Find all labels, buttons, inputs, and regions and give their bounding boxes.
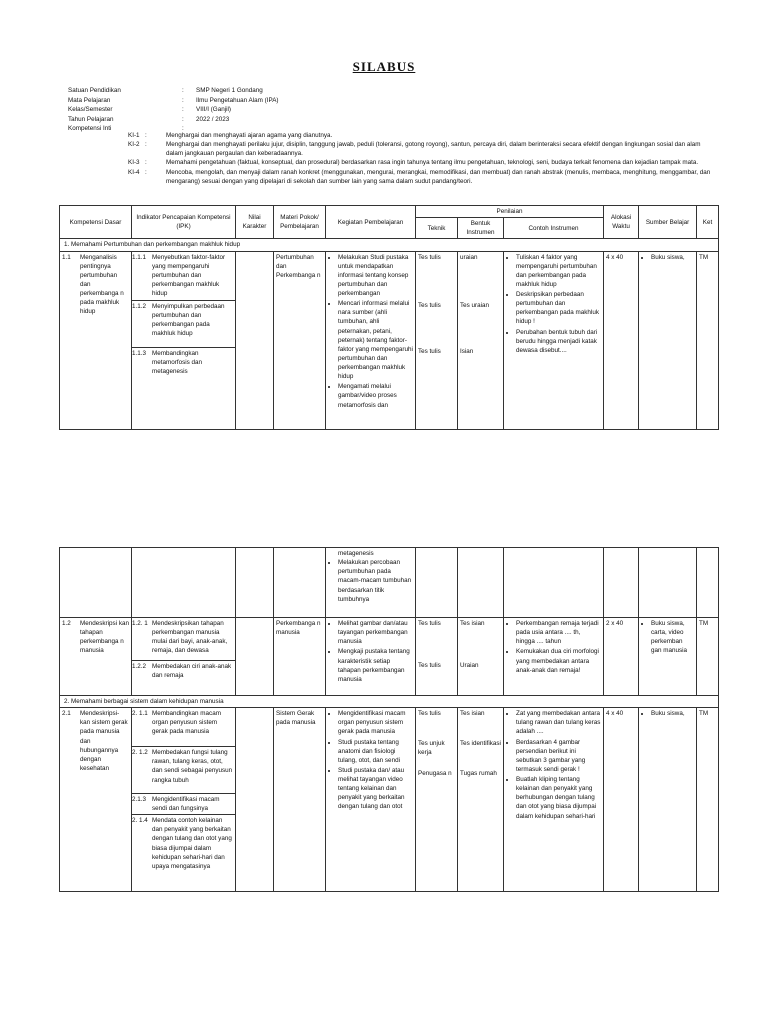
ki-text: Menghargai dan menghayati ajaran agama yang dianutnya.	[166, 132, 333, 139]
ipk-text: Menyebutkan faktor-faktor yang mempengaruhi pertumbuhan dan perkembangan makhluk hidup	[152, 253, 226, 297]
nilai-cell	[236, 251, 274, 429]
ipk-cell	[132, 708, 236, 892]
ipk-cell	[132, 618, 236, 696]
ipk-item	[132, 661, 235, 681]
ipk-number: 1.1.2	[132, 302, 147, 310]
list-item: • Melakukan percobaan pertumbuhan pada macam-macam tumbuhan berdasarkan titik tumbuhnya	[338, 558, 413, 604]
ipk-text: Membedakan fungsi tulang rawan, tulang keras, otot, dan sendi sebagai penyusun rangka tubuh	[152, 749, 233, 784]
ipk-item	[132, 747, 235, 794]
ki-code: KI-3	[128, 159, 140, 167]
info-value: 2022 / 2023	[196, 115, 230, 123]
nilai-cell	[236, 618, 274, 696]
bentuk-value: uraian	[460, 253, 478, 261]
header-ipk: Indikator Pencapaian Kompetensi (IPK)	[132, 206, 236, 239]
ki-code: KI-4	[128, 168, 140, 176]
teknik-value: Tes tulis	[418, 347, 441, 355]
teknik-value: Tes tulis	[418, 662, 441, 669]
bentuk-cell	[458, 708, 504, 892]
info-label: Kelas/Semester	[68, 106, 113, 113]
list-item: • Studi pustaka tentang anatomi dan fisiologi tulang, otot, dan sendi	[338, 738, 413, 765]
info-value: VIII/I (Ganjil)	[196, 106, 231, 113]
list-item: • Zat yang membedakan antara tulang rawan dan tulang keras adalah ....	[516, 709, 601, 736]
ipk-text: Membedakan ciri anak-anak dan remaja	[152, 663, 232, 680]
ki-text: Memahami pengetahuan (faktual, konseptual, dan prosedural) berdasarkan rasa ingin tahunya tentang ilmu pengetahuan, teknologi, seni, budaya terkait fenomena dan kejadian tampak mata.	[166, 159, 699, 167]
ki-code: KI-1	[128, 132, 140, 139]
section-heading: 1. Memahami Pertumbuhan dan perkembangan makhluk hidup	[60, 239, 719, 251]
ipk-cell	[132, 251, 236, 429]
kompetensi-inti-list	[128, 131, 718, 186]
ki-colon: :	[145, 168, 147, 176]
empty-cell	[60, 548, 132, 618]
info-label: Mata Pelajaran	[68, 96, 111, 104]
ipk-number: 2. 1.1	[132, 710, 148, 718]
ipk-number: 2. 1.4	[132, 817, 148, 825]
header-nilai: Nilai Karakter	[236, 206, 274, 239]
info-colon: :	[182, 106, 184, 113]
empty-cell	[458, 548, 504, 618]
ipk-item	[132, 301, 235, 348]
materi-cell: Sistem Gerak pada manusia	[274, 708, 326, 892]
header-bentuk: Bentuk Instrumen	[458, 218, 504, 239]
list-item: • Buatlah kliping tentang kelainan dan penyakit yang berhubungan dengan tulang dan otot yang biasa dijumpai dalam kehidupan sehari-hari	[516, 775, 601, 821]
info-value: SMP Negeri 1 Gondang	[196, 87, 263, 94]
nilai-cell	[236, 708, 274, 892]
identity-block	[68, 86, 718, 134]
ipk-number: 1.1.1	[132, 253, 147, 261]
empty-cell	[416, 548, 458, 618]
kegiatan-cell	[326, 618, 416, 696]
kd-number: 1.2	[62, 620, 71, 627]
table-row	[60, 251, 719, 429]
list-item: • Melihat gambar dan/atau tayangan perkembangan manusia	[338, 619, 413, 646]
contoh-cell	[504, 708, 604, 892]
header-alokasi: Alokasi Waktu	[604, 206, 639, 239]
header-teknik: Teknik	[416, 218, 458, 239]
ki-colon: :	[145, 141, 147, 149]
teknik-cell	[416, 251, 458, 429]
list-item: • Studi pustaka dan/ atau melihat tayangan video tentang kelainan dan penyakit yang berkaitan dengan tulang dan otot	[338, 766, 413, 812]
ipk-text: Mendeskripsikan tahapan perkembangan manusia mulai dari bayi, anak-anak, remaja, dan dewasa	[152, 620, 228, 655]
info-label: Satuan Pendidikan	[68, 87, 121, 94]
info-row	[68, 115, 718, 125]
empty-cell	[132, 548, 236, 618]
header-kegiatan: Kegiatan Pembelajaran	[326, 206, 416, 239]
header-materi: Materi Pokok/ Pembelajaran	[274, 206, 326, 239]
teknik-cell	[416, 708, 458, 892]
alokasi-cell: 4 x 40	[604, 708, 639, 892]
bentuk-value: Tes isian	[460, 620, 485, 627]
ki-item	[128, 140, 718, 158]
sumber-cell	[639, 618, 697, 696]
ipk-item	[132, 794, 235, 815]
list-item: • Perkembangan remaja terjadi pada usia antara .... th, hingga .... tahun	[516, 619, 601, 646]
info-row	[68, 86, 718, 96]
kd-text: Mendeskripsi kan tahapan perkembanga n manusia	[80, 620, 129, 655]
materi-cell: Pertumbuhan dan Perkembanga n	[274, 251, 326, 429]
bentuk-value: Tes uraian	[460, 301, 490, 309]
empty-cell	[236, 548, 274, 618]
info-colon: :	[182, 125, 184, 132]
materi-cell: Perkembanga n manusia	[274, 618, 326, 696]
list-item: • Buku siswa, carta, video perkemban gan manusia	[651, 619, 694, 656]
bentuk-cell	[458, 251, 504, 429]
teknik-value: Tes tulis	[418, 253, 441, 261]
syllabus-table-page2	[59, 547, 719, 892]
ipk-number: 2.1.3	[132, 796, 147, 804]
kd-cell	[60, 618, 132, 696]
list-item: • Mengamati melalui gambar/video proses metamorfosis dan	[338, 382, 413, 409]
info-colon: :	[182, 115, 184, 123]
teknik-value: Tes tulis	[418, 301, 441, 309]
info-colon: :	[182, 96, 184, 104]
kd-number: 2.1	[62, 710, 71, 718]
ki-item	[128, 168, 718, 186]
ipk-text: Menyimpulkan perbedaan pertumbuhan dan perkembangan pada makhluk hidup	[152, 302, 225, 337]
table-row	[60, 548, 719, 618]
table-row	[60, 708, 719, 892]
ket-cell: TM	[697, 708, 719, 892]
sumber-cell	[639, 708, 697, 892]
teknik-value: Tes tulis	[418, 620, 441, 627]
ipk-text: Mendata contoh kelainan dan penyakit yang berkaitan dengan tulang dan otot yang biasa dijumpai dalam kehidupan sehari-hari dan upaya mengatasinya	[152, 817, 232, 870]
kegiatan-cell	[326, 251, 416, 429]
list-item: • Berdasarkan 4 gambar persendian berikut ini sebutkan 3 gambar yang termasuk sendi gerak !	[516, 738, 601, 775]
ipk-item	[132, 708, 235, 747]
section-heading: 2. Memahami berbagai sistem dalam kehidupan manusia	[60, 696, 719, 708]
empty-cell	[504, 548, 604, 618]
ki-text: Menghargai dan menghayati perilaku jujur, disiplin, tanggung jawab, peduli (toleransi, gotong royong), santun, percaya diri, dalam berinteraksi secara efektif dengan lingkungan sosial dan alam dalam jangkauan pergaulan dan keberadaannya.	[166, 141, 701, 158]
ipk-item	[132, 252, 235, 301]
bentuk-value: Tes isian	[460, 710, 485, 718]
alokasi-cell: 4 x 40	[604, 251, 639, 429]
ki-item	[128, 158, 718, 167]
ipk-text: Membandingkan macam organ penyusun sistem gerak pada manusia	[152, 710, 221, 736]
list-item: • Melakukan Studi pustaka untuk mendapatkan informasi tentang konsep pertumbuhan dan perkembangan	[338, 253, 413, 299]
ipk-number: 1.1.3	[132, 349, 147, 357]
info-label: Kompetensi Inti	[68, 125, 112, 132]
info-value: Ilmu Pengetahuan Alam (IPA)	[196, 96, 279, 104]
header-ket: Ket	[697, 206, 719, 239]
info-label: Tahun Pelajaran	[68, 115, 114, 123]
list-item: • Kemukakan dua ciri morfologi yang membedakan antara anak-anak dan remaja!	[516, 647, 601, 674]
contoh-cell	[504, 251, 604, 429]
teknik-value: Tes tulis	[418, 710, 441, 718]
empty-cell	[639, 548, 697, 618]
continued-text: metagenesis	[338, 550, 374, 557]
bentuk-value: Isian	[460, 347, 474, 355]
ipk-text: Membandingkan metamorfosis dan metagenesis	[152, 349, 203, 375]
ki-item	[128, 131, 718, 140]
info-row	[68, 105, 718, 115]
list-item: • Buku siswa,	[651, 709, 694, 718]
empty-cell	[697, 548, 719, 618]
bentuk-value: Tes identifikasi	[460, 740, 501, 748]
list-item: • Perubahan bentuk tubuh dari berudu hingga menjadi katak dewasa disebut....	[516, 328, 601, 355]
bentuk-value: Tugas rumah	[460, 770, 497, 778]
list-item: • Mengkaji pustaka tentang karakteristik setiap tahapan perkembangan manusia	[338, 647, 413, 684]
ipk-item	[132, 618, 235, 661]
header-sumber: Sumber Belajar	[639, 206, 697, 239]
kd-number: 1.1	[62, 253, 71, 261]
teknik-value: Tes unjuk kerja	[418, 740, 445, 757]
sumber-cell	[639, 251, 697, 429]
kd-text: Mendeskripsi-kan sistem gerak pada manusia dan hubungannya dengan kesehatan	[80, 710, 128, 772]
contoh-cell	[504, 618, 604, 696]
header-penilaian: Penilaian	[416, 206, 604, 218]
kegiatan-cell	[326, 708, 416, 892]
ipk-number: 2. 1.2	[132, 749, 148, 757]
list-item: • Deskripsikan perbedaan pertumbuhan dan perkembangan pada makhluk hidup !	[516, 290, 601, 327]
ki-colon: :	[145, 132, 147, 139]
empty-cell	[604, 548, 639, 618]
bentuk-cell	[458, 618, 504, 696]
kd-text: Menganalisis pentingnya pertumbuhan dan perkembanga n pada makhluk hidup	[80, 253, 124, 316]
syllabus-table-page1	[59, 205, 719, 430]
list-item: • Buku siswa,	[651, 253, 694, 262]
teknik-cell	[416, 618, 458, 696]
header-contoh: Contoh Instrumen	[504, 218, 604, 239]
ki-text: Mencoba, mengolah, dan menyaji dalam ranah konkret (menggunakan, mengurai, merangkai, memodifikasi, dan membuat) dan ranah abstrak (menulis, membaca, menghitung, menggambar, dan mengarang) sesuai dengan yang dipelajari di sekolah dan sumber lain yang sama dalam sudut pandang/teori.	[166, 168, 711, 185]
page-title: SILABUS	[352, 59, 416, 74]
bentuk-value: Uraian	[460, 662, 479, 669]
teknik-value: Penugasa n	[418, 770, 452, 778]
ki-code: KI-2	[128, 141, 140, 149]
header-kd: Kompetensi Dasar	[60, 206, 132, 239]
alokasi-cell: 2 x 40	[604, 618, 639, 696]
list-item: • Tuliskan 4 faktor yang mempengaruhi pertumbuhan dan perkembangan pada makhluk hidup	[516, 253, 601, 290]
ket-cell: TM	[697, 618, 719, 696]
ipk-number: 1.2. 1	[132, 620, 148, 627]
info-row	[68, 96, 718, 106]
ipk-item	[132, 348, 235, 377]
list-item: • Mengidentifikasi macam organ penyusun sistem gerak pada manusia	[338, 709, 413, 736]
kegiatan-cell	[326, 548, 416, 618]
empty-cell	[274, 548, 326, 618]
ki-colon: :	[145, 159, 147, 167]
ipk-number: 1.2.2	[132, 663, 147, 670]
info-colon: :	[182, 87, 184, 94]
list-item: • Mencari informasi melalui nara sumber (ahli tumbuhan, ahli peternakan, petani, peternak) tentang faktor-faktor yang mempengaruhi pertumbuhan dan perkembangan makhluk hidup	[338, 299, 413, 381]
ipk-item	[132, 815, 235, 872]
ipk-text: Mengidentifikasi macam sendi dan fungsinya	[152, 796, 220, 813]
table-row	[60, 618, 719, 696]
ket-cell: TM	[697, 251, 719, 429]
kd-cell	[60, 251, 132, 429]
kd-cell	[60, 708, 132, 892]
